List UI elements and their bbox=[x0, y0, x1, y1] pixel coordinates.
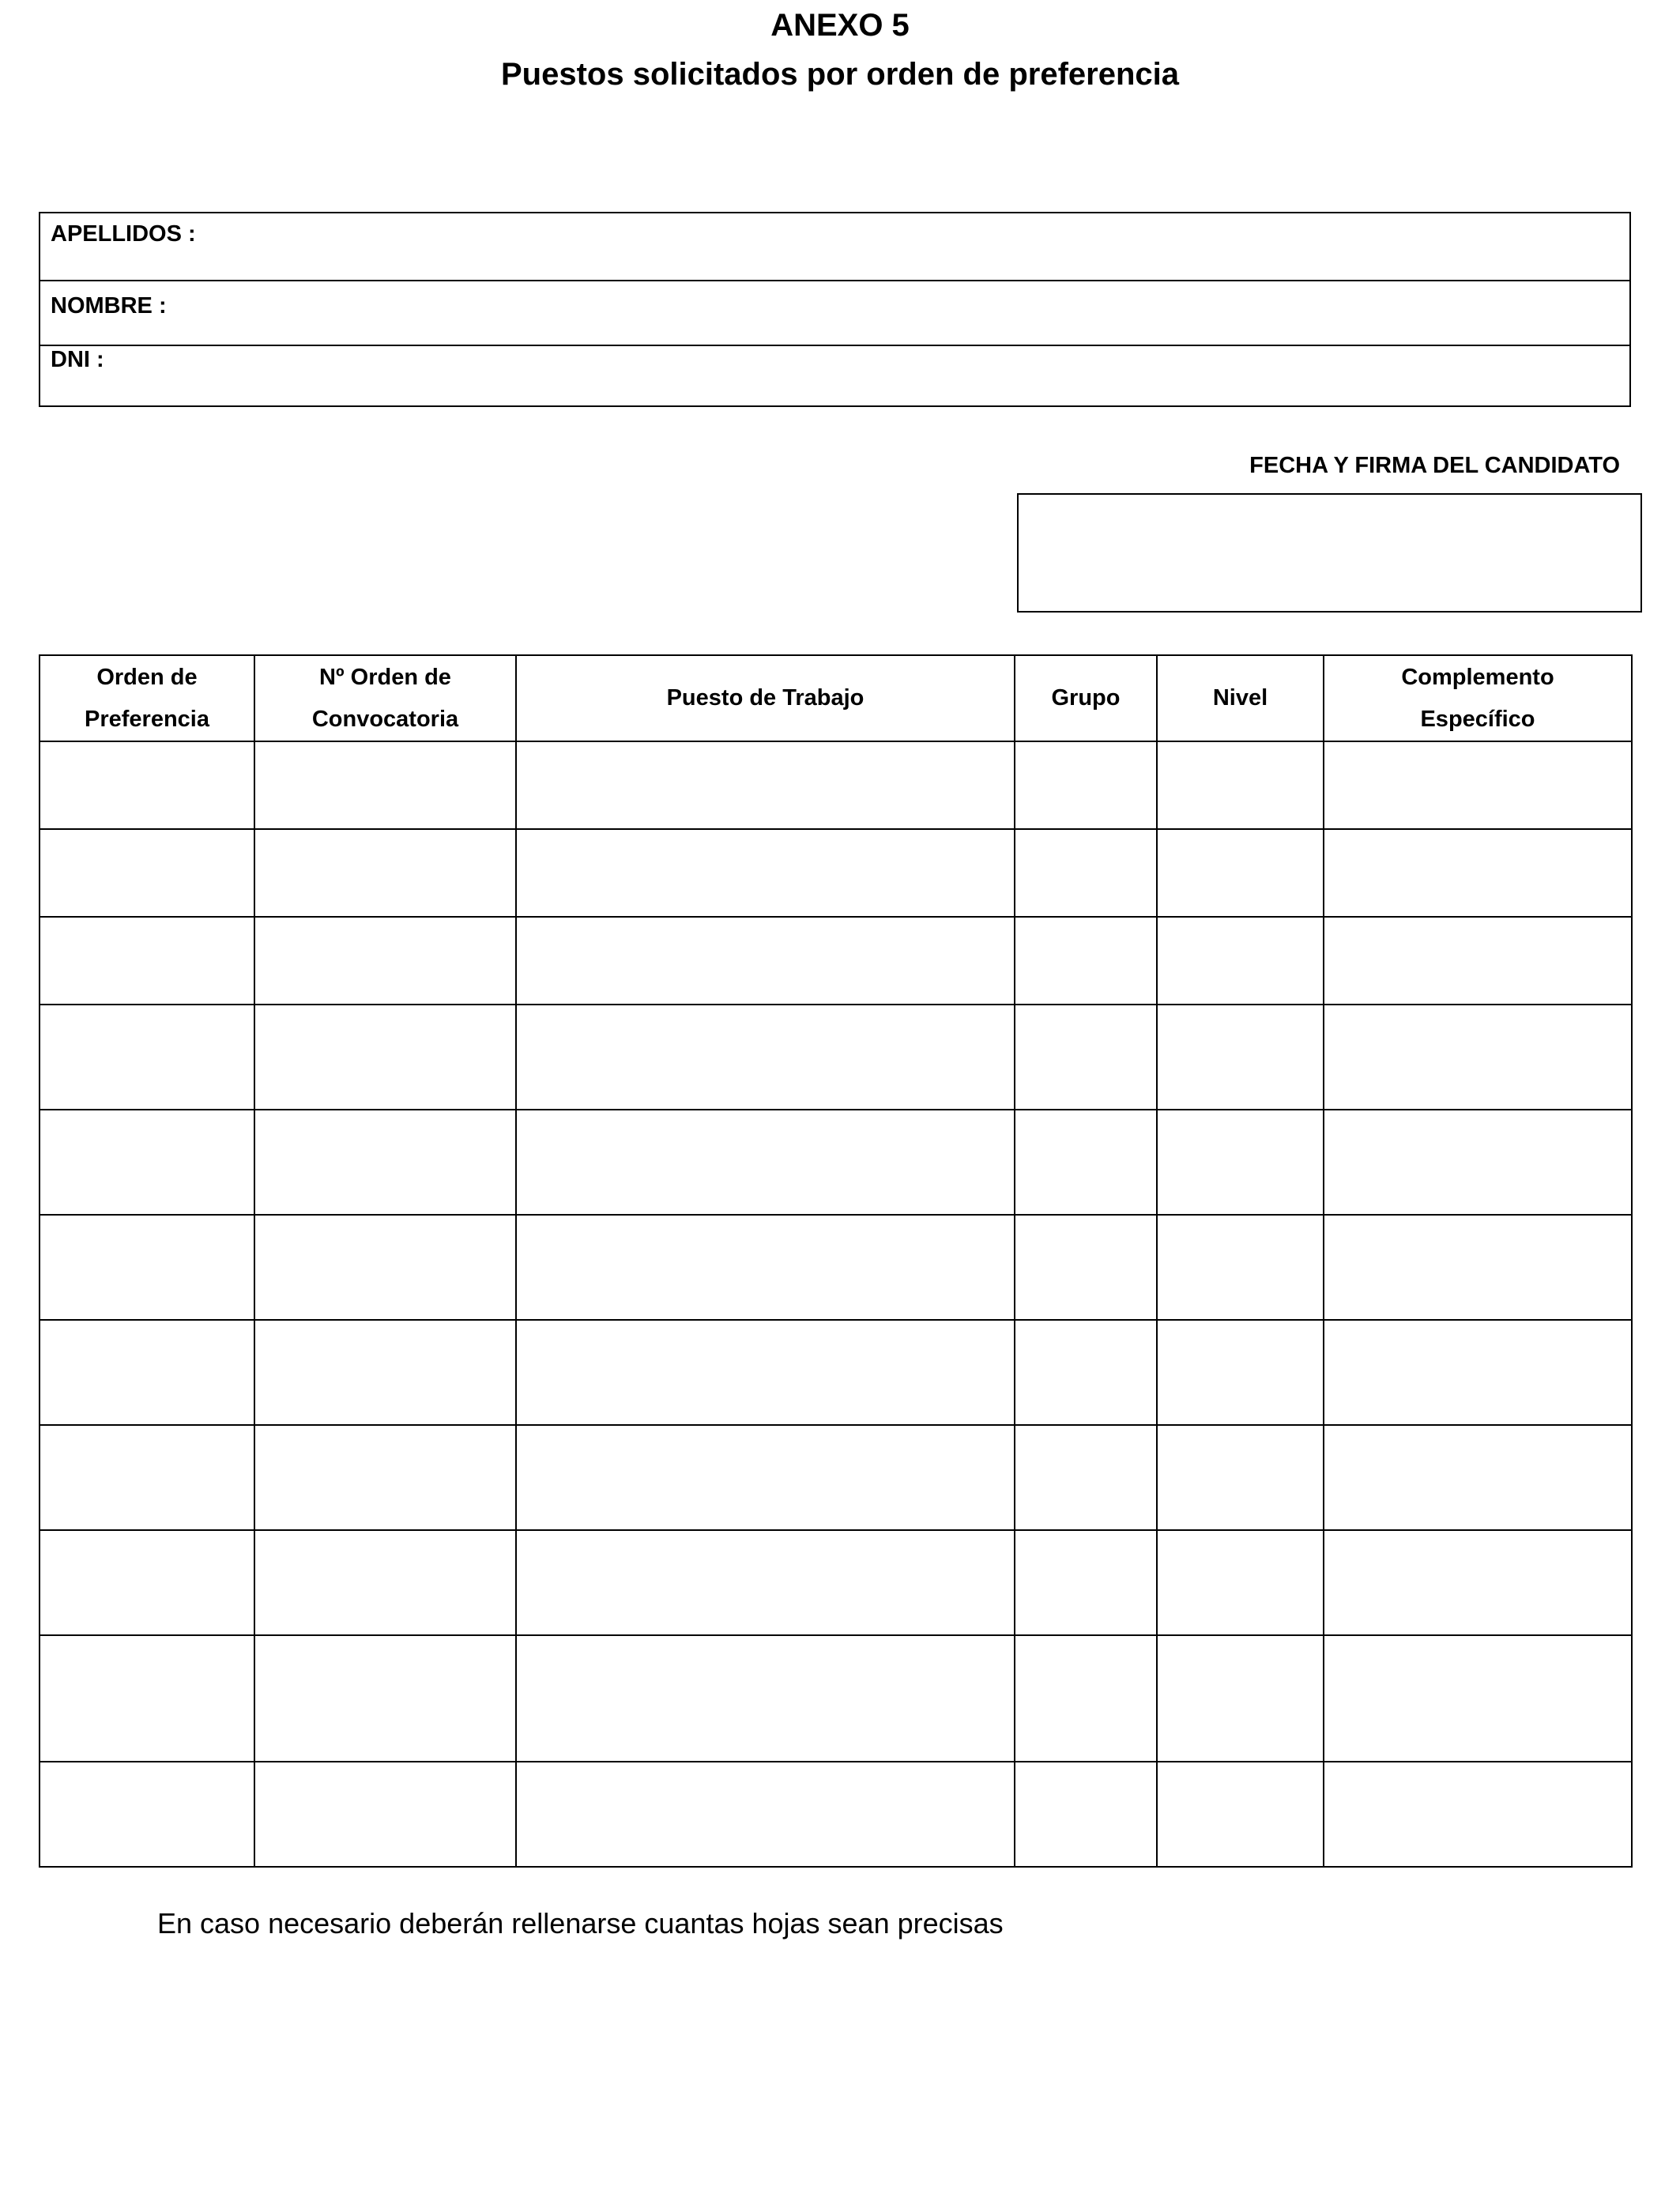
table-cell[interactable] bbox=[254, 829, 516, 917]
table-cell[interactable] bbox=[516, 1005, 1015, 1110]
table-cell[interactable] bbox=[1015, 1425, 1157, 1530]
table-cell[interactable] bbox=[254, 917, 516, 1005]
table-cell[interactable] bbox=[1015, 829, 1157, 917]
table-row bbox=[40, 1005, 1632, 1110]
form-subtitle: Puestos solicitados por orden de preferencia bbox=[500, 57, 1179, 92]
table-cell[interactable] bbox=[1324, 1320, 1632, 1425]
table-cell[interactable] bbox=[516, 1762, 1015, 1867]
signature-box[interactable] bbox=[1017, 493, 1642, 613]
dni-label: DNI : bbox=[51, 347, 104, 372]
col-header-line: Puesto de Trabajo bbox=[666, 685, 864, 711]
signature-label: FECHA Y FIRMA DEL CANDIDATO bbox=[1249, 453, 1620, 478]
table-cell[interactable] bbox=[1015, 1762, 1157, 1867]
table-row bbox=[40, 917, 1632, 1005]
table-cell[interactable] bbox=[40, 1425, 254, 1530]
table-row bbox=[40, 1215, 1632, 1320]
table-cell[interactable] bbox=[1324, 1635, 1632, 1762]
table-cell[interactable] bbox=[254, 1530, 516, 1635]
table-cell[interactable] bbox=[254, 1320, 516, 1425]
table-row bbox=[40, 1635, 1632, 1762]
table-cell[interactable] bbox=[1015, 1530, 1157, 1635]
table-row bbox=[40, 1110, 1632, 1215]
col-header-nivel bbox=[1157, 655, 1324, 741]
col-header-orden-convocatoria bbox=[254, 655, 516, 741]
dni-field[interactable] bbox=[40, 346, 1629, 407]
table-cell[interactable] bbox=[40, 917, 254, 1005]
table-cell[interactable] bbox=[1157, 1215, 1324, 1320]
table-cell[interactable] bbox=[254, 741, 516, 829]
table-cell[interactable] bbox=[1015, 1320, 1157, 1425]
table-cell[interactable] bbox=[1324, 829, 1632, 917]
table-cell[interactable] bbox=[1015, 917, 1157, 1005]
table-row bbox=[40, 1762, 1632, 1867]
table-cell[interactable] bbox=[254, 1005, 516, 1110]
table-row bbox=[40, 829, 1632, 917]
table-cell[interactable] bbox=[1324, 1762, 1632, 1867]
col-header-line: Nº Orden de bbox=[319, 664, 451, 690]
table-cell[interactable] bbox=[1157, 1110, 1324, 1215]
table-cell[interactable] bbox=[516, 1320, 1015, 1425]
table-cell[interactable] bbox=[40, 829, 254, 917]
table-row bbox=[40, 741, 1632, 829]
apellidos-field[interactable] bbox=[40, 213, 1629, 281]
annex-title: ANEXO 5 bbox=[770, 8, 910, 43]
table-cell[interactable] bbox=[1324, 1215, 1632, 1320]
col-header-line: Orden de bbox=[96, 664, 198, 690]
preferences-table bbox=[39, 654, 1633, 1868]
table-cell[interactable] bbox=[516, 1425, 1015, 1530]
table-cell[interactable] bbox=[1324, 917, 1632, 1005]
col-header-line: Preferencia bbox=[85, 706, 209, 732]
table-cell[interactable] bbox=[516, 1215, 1015, 1320]
col-header-complemento-especifico bbox=[1324, 655, 1632, 741]
table-cell[interactable] bbox=[1324, 1530, 1632, 1635]
table-cell[interactable] bbox=[1157, 1005, 1324, 1110]
table-cell[interactable] bbox=[1324, 1005, 1632, 1110]
col-header-grupo bbox=[1015, 655, 1157, 741]
table-cell[interactable] bbox=[516, 829, 1015, 917]
nombre-field[interactable] bbox=[40, 281, 1629, 346]
table-cell[interactable] bbox=[1324, 741, 1632, 829]
table-cell[interactable] bbox=[40, 1110, 254, 1215]
col-header-line: Nivel bbox=[1212, 685, 1268, 711]
table-cell[interactable] bbox=[254, 1635, 516, 1762]
col-header-orden-preferencia bbox=[40, 655, 254, 741]
table-header-row bbox=[40, 655, 1632, 741]
footer-note: En caso necesario deberán rellenarse cuantas hojas sean precisas bbox=[157, 1907, 1004, 1940]
table-cell[interactable] bbox=[1157, 741, 1324, 829]
table-cell[interactable] bbox=[254, 1425, 516, 1530]
table-cell[interactable] bbox=[516, 1110, 1015, 1215]
table-body bbox=[40, 741, 1632, 1867]
table-cell[interactable] bbox=[1157, 1425, 1324, 1530]
table-row bbox=[40, 1530, 1632, 1635]
table-cell[interactable] bbox=[1157, 917, 1324, 1005]
col-header-line: Específico bbox=[1420, 706, 1535, 732]
table-cell[interactable] bbox=[1015, 1110, 1157, 1215]
table-cell[interactable] bbox=[40, 1320, 254, 1425]
col-header-puesto-trabajo bbox=[516, 655, 1015, 741]
table-row bbox=[40, 1425, 1632, 1530]
table-cell[interactable] bbox=[254, 1215, 516, 1320]
col-header-line: Complemento bbox=[1401, 664, 1554, 690]
table-cell[interactable] bbox=[40, 1005, 254, 1110]
col-header-line: Grupo bbox=[1051, 685, 1121, 711]
table-cell[interactable] bbox=[1015, 1215, 1157, 1320]
table-cell[interactable] bbox=[254, 1110, 516, 1215]
apellidos-label: APELLIDOS : bbox=[51, 221, 196, 247]
table-cell[interactable] bbox=[1015, 741, 1157, 829]
table-cell[interactable] bbox=[516, 741, 1015, 829]
table-cell[interactable] bbox=[1157, 1530, 1324, 1635]
table-cell[interactable] bbox=[40, 1215, 254, 1320]
table-cell[interactable] bbox=[516, 1530, 1015, 1635]
table-cell[interactable] bbox=[1015, 1005, 1157, 1110]
table-cell[interactable] bbox=[1157, 1635, 1324, 1762]
table-cell[interactable] bbox=[254, 1762, 516, 1867]
nombre-label: NOMBRE : bbox=[51, 293, 167, 319]
table-cell[interactable] bbox=[516, 917, 1015, 1005]
table-cell[interactable] bbox=[40, 1635, 254, 1762]
table-cell[interactable] bbox=[1015, 1635, 1157, 1762]
table-cell[interactable] bbox=[1324, 1425, 1632, 1530]
table-cell[interactable] bbox=[1324, 1110, 1632, 1215]
table-row bbox=[40, 1320, 1632, 1425]
table-cell[interactable] bbox=[40, 1762, 254, 1867]
col-header-line: Convocatoria bbox=[311, 706, 459, 732]
applicant-identity-box bbox=[39, 212, 1631, 407]
table-cell[interactable] bbox=[1157, 829, 1324, 917]
table-cell[interactable] bbox=[40, 741, 254, 829]
table-cell[interactable] bbox=[516, 1635, 1015, 1762]
table-cell[interactable] bbox=[1157, 1320, 1324, 1425]
table-cell[interactable] bbox=[1157, 1762, 1324, 1867]
table-cell[interactable] bbox=[40, 1530, 254, 1635]
